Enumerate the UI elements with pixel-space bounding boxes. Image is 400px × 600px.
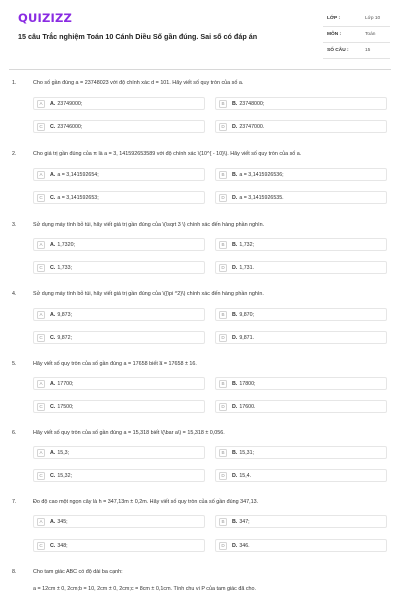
option-text: 17800; xyxy=(239,381,256,387)
option-badge: A xyxy=(37,311,45,319)
info-value: 15 xyxy=(365,48,371,53)
option-key: A. xyxy=(50,450,56,456)
option-key: A. xyxy=(50,172,56,178)
option-key: A. xyxy=(50,101,56,107)
option-key: C. xyxy=(50,404,56,410)
option-text: 17500; xyxy=(57,404,74,410)
option-text: 23749000; xyxy=(57,101,83,107)
option-badge: B xyxy=(219,241,227,249)
option-key: B. xyxy=(232,172,238,178)
option-badge: A xyxy=(37,518,45,526)
option-key: C. xyxy=(50,335,56,341)
option-d[interactable] xyxy=(215,469,387,482)
option-text: 346. xyxy=(239,543,250,549)
option-key: B. xyxy=(232,381,238,387)
option-badge: D xyxy=(219,542,227,550)
option-key: B. xyxy=(232,101,238,107)
info-box xyxy=(323,11,390,59)
option-badge: A xyxy=(37,100,45,108)
option-b[interactable] xyxy=(215,308,387,321)
option-badge: C xyxy=(37,264,45,272)
option-d[interactable] xyxy=(215,400,387,413)
option-key: C. xyxy=(50,473,56,479)
option-text: a = 3,1415926535. xyxy=(239,195,284,201)
question-number: 7. xyxy=(12,499,17,505)
option-a[interactable] xyxy=(33,168,205,181)
option-a[interactable] xyxy=(33,377,205,390)
option-badge: B xyxy=(219,518,227,526)
option-text: 15,31; xyxy=(239,450,255,456)
info-label: LỚP : xyxy=(327,16,341,21)
option-text: 1,7320; xyxy=(57,242,75,248)
question-number: 6. xyxy=(12,430,17,436)
option-text: a = 3,141592653; xyxy=(57,195,99,201)
option-badge: B xyxy=(219,311,227,319)
option-badge: A xyxy=(37,449,45,457)
question-text: Cho số gần đúng a = 23748023 với độ chính xác d = 101. Hãy viết số quy tròn của số a. xyxy=(33,80,244,86)
option-badge: D xyxy=(219,123,227,131)
option-badge: B xyxy=(219,380,227,388)
option-key: B. xyxy=(232,242,238,248)
option-a[interactable] xyxy=(33,446,205,459)
option-c[interactable] xyxy=(33,539,205,552)
option-c[interactable] xyxy=(33,191,205,204)
option-badge: C xyxy=(37,123,45,131)
option-badge: C xyxy=(37,542,45,550)
option-text: 347; xyxy=(239,519,250,525)
option-key: A. xyxy=(50,242,56,248)
option-text: 9,870; xyxy=(239,312,255,318)
option-badge: D xyxy=(219,403,227,411)
info-value: Lớp 10 xyxy=(365,16,381,21)
option-key: D. xyxy=(232,124,238,130)
option-key: D. xyxy=(232,265,238,271)
worksheet-header xyxy=(0,0,400,70)
option-key: C. xyxy=(50,124,56,130)
question-text: Cho tam giác ABC có độ dài ba cạnh: xyxy=(33,569,123,575)
question-number: 1. xyxy=(12,80,17,86)
option-key: A. xyxy=(50,381,56,387)
option-text: 345; xyxy=(57,519,68,525)
option-badge: B xyxy=(219,171,227,179)
option-b[interactable] xyxy=(215,97,387,110)
option-badge: A xyxy=(37,241,45,249)
question-text: Sử dụng máy tính bỏ túi, hãy viết giá trị gần đúng của \({\pi ^2}\) chính xác đến hàng phần nghìn. xyxy=(33,291,264,297)
option-c[interactable] xyxy=(33,331,205,344)
option-c[interactable] xyxy=(33,400,205,413)
option-text: 1,731. xyxy=(239,265,255,271)
option-b[interactable] xyxy=(215,238,387,251)
option-text: 23748000; xyxy=(239,101,265,107)
option-badge: D xyxy=(219,264,227,272)
option-a[interactable] xyxy=(33,238,205,251)
question-text: Cho giá trị gần đúng của π là a = 3, 141592653589 với độ chính xác \(10^{ - 10}\). Hãy viết số quy tròn của số a. xyxy=(33,151,302,157)
info-label: MÔN : xyxy=(327,32,342,37)
option-text: a = 3,141592654; xyxy=(57,172,99,178)
info-value: Toán xyxy=(365,32,376,37)
option-key: B. xyxy=(232,519,238,525)
info-row-count xyxy=(323,43,390,59)
option-key: C. xyxy=(50,195,56,201)
option-text: a = 3,1415926536; xyxy=(239,172,284,178)
option-key: B. xyxy=(232,312,238,318)
info-row-class xyxy=(323,11,390,27)
option-badge: A xyxy=(37,171,45,179)
question-text: Đo độ cao một ngọn cây là h = 347,13m ± 0,2m. Hãy viết số quy tròn của số gần đúng 347,13. xyxy=(33,499,259,505)
question-number: 8. xyxy=(12,569,17,575)
option-d[interactable] xyxy=(215,191,387,204)
option-badge: D xyxy=(219,194,227,202)
question-text: Hãy viết số quy tròn của số gần đúng a = 15,318 biết \(\bar a\) = 15,318 ± 0,056. xyxy=(33,430,225,436)
option-text: 1,733; xyxy=(57,265,73,271)
option-badge: D xyxy=(219,472,227,480)
option-key: D. xyxy=(232,335,238,341)
option-text: 1,732; xyxy=(239,242,255,248)
option-badge: C xyxy=(37,334,45,342)
option-text: 9,873; xyxy=(57,312,73,318)
option-key: D. xyxy=(232,404,238,410)
option-d[interactable] xyxy=(215,261,387,274)
question-text-line2: a = 12cm ± 0, 2cm;b = 10, 2cm ± 0, 2cm;c = 8cm ± 0,1cm. Tính chu vi P của tam giác đã cho. xyxy=(33,586,257,592)
option-text: 23746000; xyxy=(57,124,83,130)
option-key: A. xyxy=(50,312,56,318)
question-number: 5. xyxy=(12,361,17,367)
option-a[interactable] xyxy=(33,97,205,110)
option-badge: B xyxy=(219,100,227,108)
option-key: D. xyxy=(232,473,238,479)
header-divider xyxy=(9,69,391,70)
question-text: Hãy viết số quy tròn của số gần đúng a = 17658 biết a̅ = 17658 ± 16. xyxy=(33,361,197,367)
option-key: A. xyxy=(50,519,56,525)
option-c[interactable] xyxy=(33,120,205,133)
question-number: 3. xyxy=(12,222,17,228)
option-text: 15,32; xyxy=(57,473,73,479)
option-key: C. xyxy=(50,543,56,549)
quizizz-logo: QUIZIZZ xyxy=(18,11,73,25)
option-text: 17700; xyxy=(57,381,74,387)
option-key: D. xyxy=(232,195,238,201)
option-badge: C xyxy=(37,472,45,480)
question-number: 4. xyxy=(12,291,17,297)
option-c[interactable] xyxy=(33,469,205,482)
option-d[interactable] xyxy=(215,120,387,133)
info-row-subject xyxy=(323,27,390,43)
option-key: D. xyxy=(232,543,238,549)
option-d[interactable] xyxy=(215,539,387,552)
info-label: SỐ CÂU : xyxy=(327,48,349,53)
option-text: 348; xyxy=(57,543,68,549)
option-text: 23747000. xyxy=(239,124,265,130)
question-text: Sử dụng máy tính bỏ túi, hãy viết giá trị gần đúng của \(\sqrt 3 \) chính xác đến hàng phần nghìn. xyxy=(33,222,265,228)
option-key: C. xyxy=(50,265,56,271)
option-text: 17600. xyxy=(239,404,256,410)
option-a[interactable] xyxy=(33,515,205,528)
option-a[interactable] xyxy=(33,308,205,321)
question-number: 2. xyxy=(12,151,17,157)
option-badge: A xyxy=(37,380,45,388)
option-c[interactable] xyxy=(33,261,205,274)
option-badge: C xyxy=(37,194,45,202)
option-b[interactable] xyxy=(215,446,387,459)
option-badge: C xyxy=(37,403,45,411)
page-title: 15 câu Trắc nghiệm Toán 10 Cánh Diều Số gần đúng. Sai số có đáp án xyxy=(18,32,258,41)
option-b[interactable] xyxy=(215,515,387,528)
option-key: B. xyxy=(232,450,238,456)
option-b[interactable] xyxy=(215,168,387,181)
option-text: 15,4. xyxy=(239,473,252,479)
option-d[interactable] xyxy=(215,331,387,344)
option-b[interactable] xyxy=(215,377,387,390)
option-badge: D xyxy=(219,334,227,342)
option-text: 15,3; xyxy=(57,450,70,456)
option-text: 9,872; xyxy=(57,335,73,341)
option-text: 9,871. xyxy=(239,335,255,341)
option-badge: B xyxy=(219,449,227,457)
